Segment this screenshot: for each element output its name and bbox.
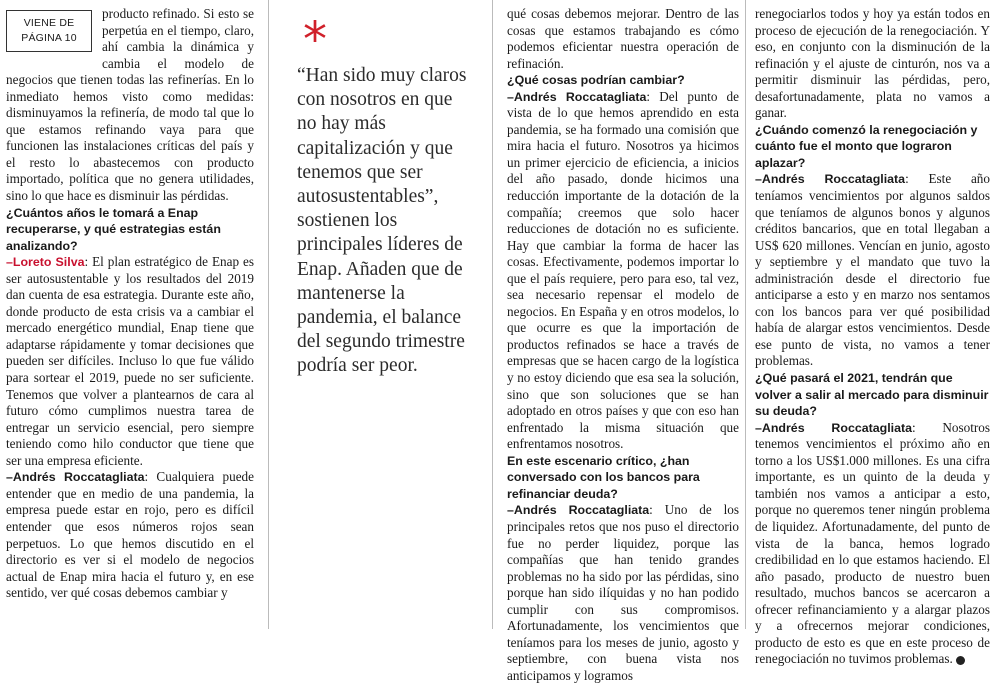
speaker-name: –Andrés Roccatagliata [6, 470, 145, 485]
article-column-3 [507, 6, 739, 684]
article-column-4 [755, 6, 990, 668]
column-divider-1 [268, 0, 269, 629]
speaker-name: –Andrés Roccatagliata [507, 89, 647, 104]
interview-question: ¿Qué pasará el 2021, tendrán que volver a salir al mercado para disminuir su deuda? [755, 371, 989, 419]
continued-from-box[interactable] [6, 10, 92, 52]
pull-quote: “Han sido muy claros con nosotros en que no hay más capitalización y que tenemos que ser autosustentables”, sostienen los principales líderes de Enap. Añaden que de mantenerse la pandemia, el balance del segundo trimestre podría ser peor. [297, 65, 467, 377]
speaker-name: –Andrés Roccatagliata [755, 172, 906, 187]
answer-paragraph [755, 171, 990, 370]
speaker-name: –Loreto Silva [6, 255, 85, 270]
answer-text: : Este año teníamos vencimientos por algunos saldos que teníamos de algunos bonos y algunos créditos bancarios, que en total llegaban a US$ 620 millones. Vencían en junio, agosto y septiembre y el mandato que tuvo la administración desde el directorio fue anticiparse a esto y en marzo nos sentamos con los bancos para ver qué posibilidad había de alargar estos vencimientos. Desde ese punto de vista, no vamos a tener problemas. [755, 171, 990, 369]
answer-paragraph [6, 254, 254, 469]
column-divider-3 [745, 0, 746, 629]
asterisk-icon: * [303, 12, 327, 68]
answer-text: : Cualquiera puede entender que en medio de una pandemia, la empresa puede estar en rojo, pero es difícil entender que esos números rojos sean perpetuos. Lo que hemos discutido en el directorio es ver si el modelo de negocios actual de Enap mira hacia el futuro y, en ese sentido, ver qué cosas debemos cambiar y [6, 469, 254, 601]
continued-from-page: PÁGINA 10 [21, 32, 77, 44]
speaker-name: –Andrés Roccatagliata [507, 503, 650, 518]
paragraph: producto refinado. Si esto se perpetúa en el tiempo, claro, ahí cambia la dinámica y cambia el modelo de negocios que tienen todas las refinerías. En lo inmediato hemos visto como medidas: disminuyamos la refinería, de modo tal que lo que estamos refinando vaya para que funcionen las instalaciones críticas del país y el resto lo abastecemos con producto importado, política que no genera utilidades, sino lo que hace es disminuir las pérdidas. [6, 6, 254, 204]
answer-text: : El plan estratégico de Enap es ser autosustentable y los resultados del 2019 dan cuenta de esa estrategia. Durante este año, donde producto de esta crisis va a cambiar el mercado energético mundial, Enap tiene que adaptarse rápidamente y tomar decisiones que pueden ser difíciles. Incluso lo que fue válido para sortear el 2019, puede no ser suficiente. Tenemos que volver a plantearnos de cara al futuro cómo cumplimos nuestra tarea de entregar un servicio esencial, pero siempre teniendo como hilo conductor que tiene que ser una empresa eficiente. [6, 254, 255, 468]
interview-question: En este escenario crítico, ¿han conversado con los bancos para refinanciar deuda? [507, 453, 700, 501]
answer-text: : Nosotros tenemos vencimientos el próximo año en torno a los US$1.000 millones. Es una cifra importante, es un quinto de la deuda y también nos vamos a anticipar a esto, porque no queremos tener ningún problema de liquidez. Afortunadamente, del punto de vista de la banca, hemos logrado credibilidad en lo que estamos haciendo. El año pasado, producto de nuestro buen resultado, muchos bancos se acercaron a ofrecer refinanciamiento y a alargar plazos y a ofrecernos mejorar condiciones, producto de esto es que en este proceso de renegociación no tuvimos problemas. [755, 419, 990, 667]
answer-paragraph [6, 469, 254, 601]
answer-text: : Uno de los principales retos que nos puso el directorio fue no perder liquidez, porque las compañías que han tenido grandes problemas no ha sido por las pérdidas, sino porque han sido ilíquidas y no han podido cumplir con sus compromisos. Afortunadamente, los vencimientos que teníamos para los meses de junio, agosto y septiembre, con buena vista nos anticipamos y logramos [507, 502, 739, 683]
article-column-1 [6, 6, 254, 602]
speaker-name: –Andrés Roccatagliata [755, 420, 912, 435]
end-of-article-icon [956, 656, 965, 665]
answer-paragraph [507, 502, 739, 684]
continued-from-label: VIENE DE [23, 17, 75, 29]
answer-paragraph [507, 89, 739, 453]
interview-question: ¿Qué cosas podrían cambiar? [507, 73, 685, 88]
answer-paragraph [755, 420, 990, 668]
paragraph: qué cosas debemos mejorar. Dentro de las cosas que estamos trabajando es cómo podemos eficientar nuestra operación de refinación. [507, 6, 739, 71]
column-divider-2 [492, 0, 493, 629]
interview-question: ¿Cuándo comenzó la renegociación y cuánto fue el monto que lograron aplazar? [755, 122, 978, 170]
answer-text: : Del punto de vista de lo que hemos aprendido en esta pandemia, se ha formado una comisión que mira hacia el futuro. Nosotros ya hicimos un primer ejercicio de eficiencia, a inicios del año pasado, donde hicimos una reducción importante de la dotación de la compañía; creemos que solo hacer reducciones de dotación no es suficiente. Hay que cambiar la forma de hacer las cosas. Efectivamente, podemos importar lo que el país requiere, pero para eso, tal vez, sea necesario repensar el modelo de negocios. En España y en otros modelos, lo que ocurre es que la importación de productos refinados se hace a través de empresas que se hacen cargo de la logística y no estoy diciendo que esa sea la solución, sino que son soluciones que se han adoptado en otros países y que con eso han enfrentado la misma situación que enfrentamos nosotros. [507, 88, 739, 452]
interview-question: ¿Cuántos años le tomará a Enap recuperarse, y qué estrategias están analizando? [6, 205, 221, 253]
paragraph: renegociarlos todos y hoy ya están todos en proceso de ejecución de la renegociación. Y eso, en conjunto con la disminución de la refinación y el ajuste de cinturón, nos va a permitir disminuir las pérdidas, pero, desafortunadamente, plata no vamos a ganar. [755, 6, 990, 121]
pull-quote-column [297, 12, 467, 379]
